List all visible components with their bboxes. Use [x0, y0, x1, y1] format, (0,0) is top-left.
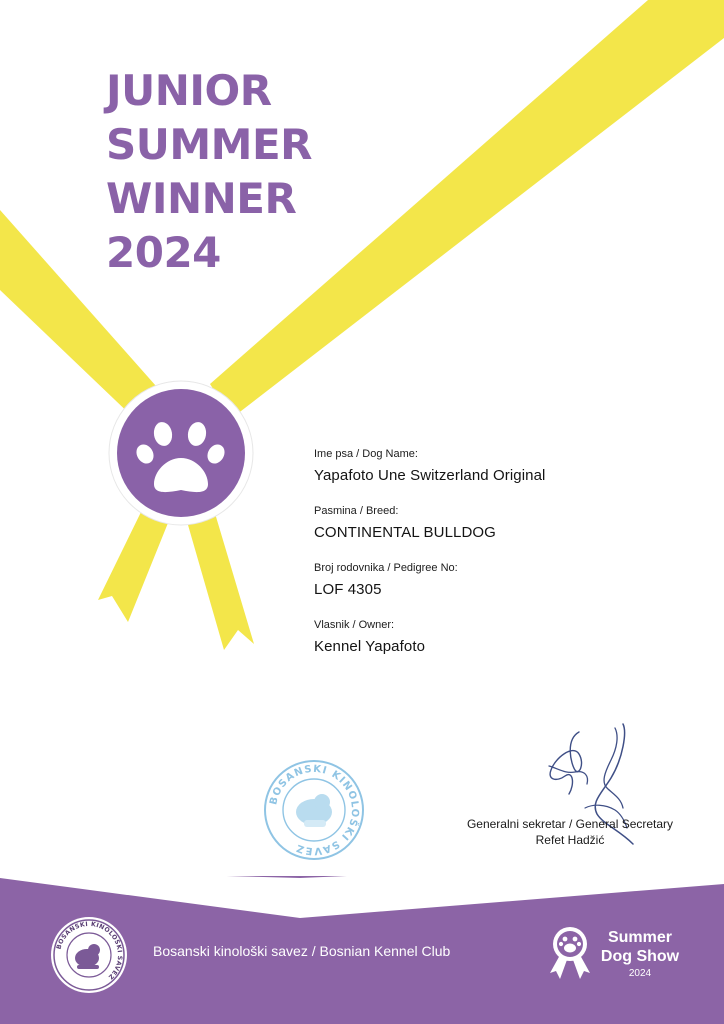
title-line-year: 2024 [106, 228, 221, 277]
title-line-winner: WINNER [106, 174, 297, 223]
show-title-line1: Summer [607, 929, 673, 946]
seal-text: BOSANSKI KINOLOŠKI SAVEZ [268, 763, 361, 857]
title-line-summer: SUMMER [106, 120, 312, 169]
kennel-club-logo [50, 916, 128, 994]
dog-name-label: Ime psa / Dog Name: [314, 448, 418, 460]
owner-value: Kennel Yapafoto [314, 638, 426, 655]
show-title-line2: Dog Show [600, 948, 680, 965]
breed-value: CONTINENTAL BULLDOG [314, 524, 496, 541]
summer-dog-show-logo [594, 928, 686, 980]
footer-club-name: Bosanski kinološki savez / Bosnian Kennel Club [153, 943, 451, 959]
logo-ring-text: BOSANSKI KINOLOŠKI SAVEZ [55, 920, 124, 981]
show-year: 2024 [628, 968, 652, 979]
rosette-icon [550, 925, 590, 981]
pedigree-label: Broj rodovnika / Pedigree No: [314, 562, 458, 574]
title-line-junior: JUNIOR [106, 66, 272, 115]
signatory-role: Generalni sekretar / General Secretary [466, 817, 674, 831]
pedigree-value: LOF 4305 [314, 581, 382, 598]
signatory-name: Refet Hadžić [535, 833, 605, 847]
owner-label: Vlasnik / Owner: [314, 619, 395, 631]
dog-name-value: Yapafoto Une Switzerland Original [314, 467, 546, 484]
breed-label: Pasmina / Breed: [314, 505, 399, 517]
